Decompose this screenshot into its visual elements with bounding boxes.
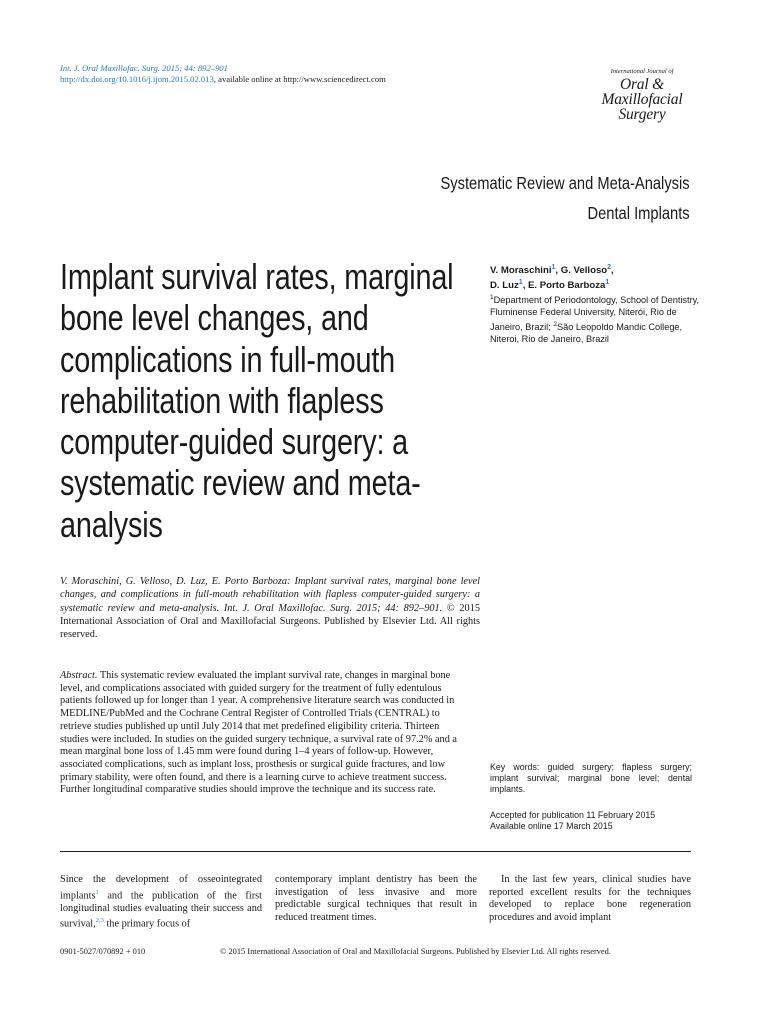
author-affiliation-mark[interactable]: 1 [518, 279, 523, 287]
journal-citation: Int. J. Oral Maxillofac. Surg. 2015; 44: 892–901 [60, 63, 228, 73]
author-name: D. Luz [490, 280, 519, 292]
body-column-2: contemporary implant dentistry has been the investigation of less invasive and more predictable surgical techniques that result in reduced treatment times. [275, 874, 477, 923]
online-availability: , available online at http://www.sciencedirect.com [213, 74, 386, 84]
author-name: E. Porto Barboza [528, 280, 606, 292]
logo-subtitle: International Journal of [610, 68, 674, 75]
keywords: Key words: guided surgery; flapless surgery; implant survival; marginal bone level; dental implants. [490, 762, 692, 795]
reference-link[interactable]: 2,3 [95, 917, 104, 925]
article-title: Implant survival rates, marginal bone level changes, and complications in full-mouth rehabilitation with flapless computer-guided surgery: a systematic review and meta-analysis [60, 256, 454, 545]
author-affiliation-mark[interactable]: 1 [551, 264, 556, 271]
reference-link[interactable]: 1 [95, 888, 99, 896]
body-text: In the last few years, clinical studies have reported excellent results for the techniques developed to replace bone regeneration procedures and avoid implant [489, 874, 691, 923]
doi-link[interactable]: http://dx.doi.org/10.1016/j.ijom.2015.02.013 [60, 74, 214, 84]
author-name: V. Moraschini [490, 265, 552, 277]
affiliation-1: Department of Periodontology, School of Dentistry, Fluminense Federal University, Niterói, Rio de Janeiro, Brazil; [490, 295, 700, 332]
author-name: G. Velloso [560, 265, 608, 277]
affiliations [490, 292, 705, 346]
author-affiliation-mark[interactable]: 2 [607, 264, 612, 271]
body-text: Since the development of osseointegrated implants [60, 874, 262, 902]
citation-copyright: © 2015 International Association of Oral and Maxillofacial Surgeons. Published by Elsevier Ltd. All rights reserved. [60, 602, 480, 641]
logo-line-3: Surgery [618, 106, 666, 123]
publication-dates [490, 810, 700, 832]
affiliation-mark: 2 [553, 320, 557, 328]
citation-header [60, 63, 386, 85]
abstract [60, 670, 464, 797]
logo-line-2: Maxillofacial [601, 91, 683, 108]
citation-italic: V. Moraschini, G. Velloso, D. Luz, E. Porto Barboza: Implant survival rates, marginal bone level changes, and complications in full-mouth rehabilitation with flapless computer-guided surgery: a systematic review and meta-analysis. Int. J. Oral Maxillofac. Surg. 2015; 44: 892–901. [60, 576, 480, 614]
abstract-label: Abstract. [60, 670, 98, 681]
logo-line-1: Oral & [619, 76, 664, 93]
article-topic: Dental Implants [587, 203, 690, 223]
article-type: Systematic Review and Meta-Analysis [440, 173, 690, 193]
online-date: Available online 17 March 2015 [490, 821, 613, 832]
body-text: the primary focus of [103, 918, 191, 930]
affiliation-mark: 1 [490, 294, 494, 301]
body-column-1 [60, 874, 262, 931]
accepted-date: Accepted for publication 11 February 2015 [490, 810, 656, 820]
divider [60, 851, 691, 852]
footer-copyright: © 2015 International Association of Oral and Maxillofacial Surgeons. Published by Elsevier Ltd. All rights reserved. [220, 947, 611, 956]
how-to-cite [60, 575, 480, 641]
footer-issn: 0901-5027/070892 + 010 [60, 947, 146, 956]
author-list: V. Moraschini$^1$, G. Velloso$^2$, D. Luz$^1$, E. Porto Barboza$^1$ [490, 264, 614, 292]
affiliation-2: São Leopoldo Mandic College, Niteroi, Rio de Janeiro, Brazil [490, 321, 683, 344]
abstract-text: This systematic review evaluated the implant survival rate, changes in marginal bone level, and complications associated with guided surgery for the treatment of fully edentulous patients followed up for longer than 1 year. A comprehensive literature search was conducted in MEDLINE/PubMed and the Cochrane Central Register of Controlled Trials (CENTRAL) to retrieve studies published up until July 2014 that met predefined eligibility criteria. Thirteen studies were included. In studies on the guided surgery technique, a survival rate of 97.2% and a mean marginal bone loss of 1.45 mm were found during 1–4 years of follow-up. However, associated complications, such as implant loss, prosthesis or surgical guide fractures, and low primary stability, were often found, and there is a learning curve to achieve treatment success. Further longitudinal comparative studies should improve the technique and its success rate. [60, 670, 457, 796]
body-text: and the publication of the first longitudinal studies evaluating their success and survival, [60, 890, 262, 930]
author-affiliation-mark[interactable]: 1 [605, 279, 610, 287]
section-heading [441, 168, 690, 228]
journal-logo [592, 68, 692, 122]
body-column-3 [489, 874, 691, 924]
